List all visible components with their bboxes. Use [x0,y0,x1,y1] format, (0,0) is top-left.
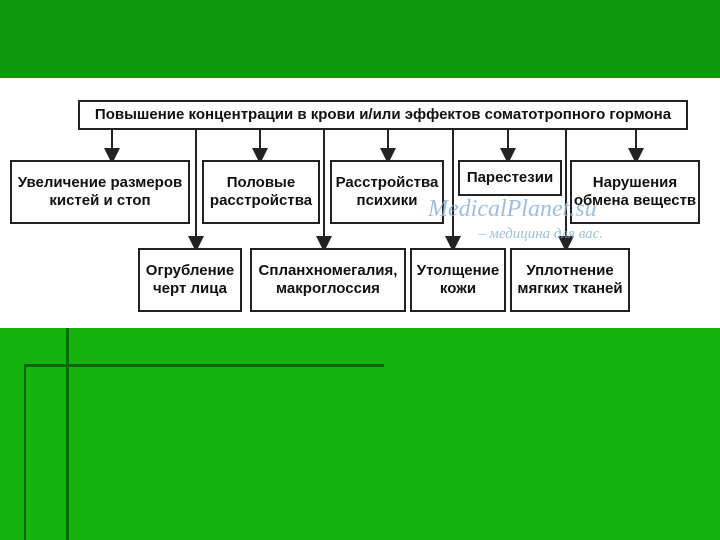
row2-box-4-label: Уплотнение мягких тканей [517,262,623,297]
row2-box-4 [510,248,630,312]
decorative-line-horizontal [24,364,384,367]
row1-box-3-label: Расстройства психики [335,174,439,209]
row2-box-2 [250,248,406,312]
watermark-site: MedicalPlanet.su [428,196,597,222]
row1-box-2 [202,160,320,224]
row1-box-4-label: Парестезии [466,169,554,186]
decorative-line-vertical [66,328,69,540]
decorative-line-vertical-left [24,366,26,540]
root-box [78,100,688,130]
row2-box-1-label: Огрубление черт лица [145,262,235,297]
row1-box-1-label: Увеличение размеров кистей и стоп [17,174,183,209]
row2-box-3 [410,248,506,312]
row2-box-2-label: Спланхномегалия, макроглоссия [258,262,398,297]
row2-box-1 [138,248,242,312]
row1-box-2-label: Половые расстройства [209,174,313,209]
diagram-panel [0,78,720,328]
root-box-label: Повышение концентрации в крови и/или эффектов соматотропного гормона [94,106,672,123]
row1-box-4 [458,160,562,196]
row2-box-3-label: Утолщение кожи [416,262,500,297]
watermark-tagline: – медицина для вас. [478,226,604,242]
row1-box-1 [10,160,190,224]
row1-box-3 [330,160,444,224]
bottom-band [0,328,720,540]
row1-box-5-label: Нарушения обмена веществ [573,174,697,209]
top-band [0,0,720,78]
